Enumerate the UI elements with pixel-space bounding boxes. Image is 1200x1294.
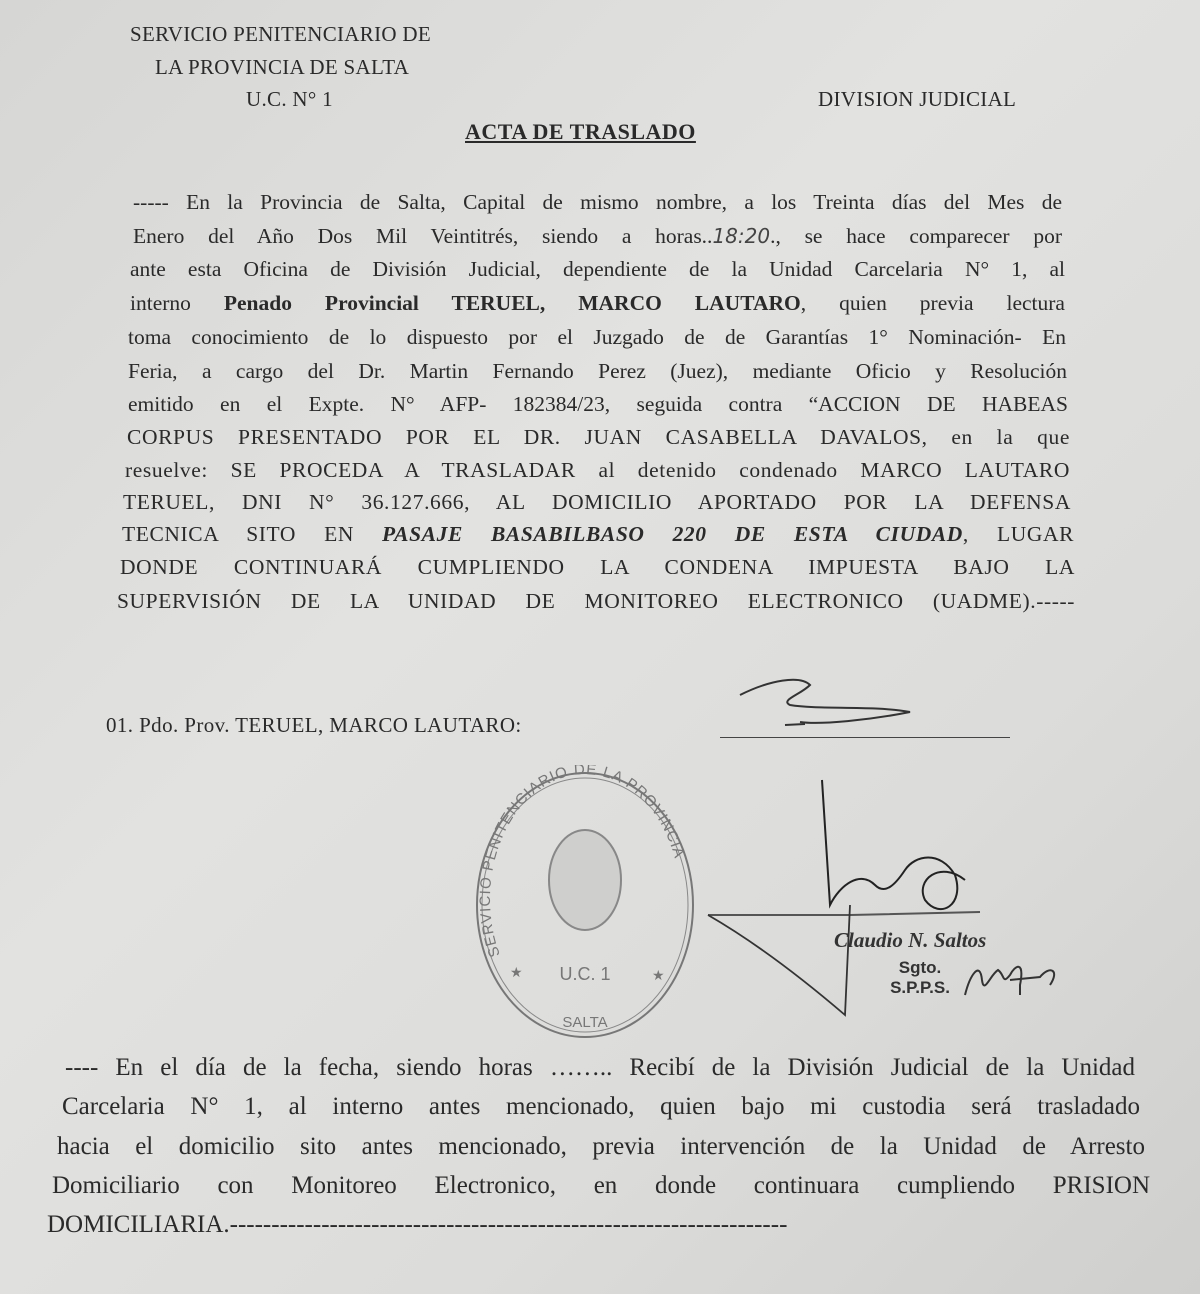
officer-rank <box>885 958 955 998</box>
officer-name: Claudio N. Saltos <box>834 928 987 952</box>
body-text: TECNICA SITO EN <box>122 522 383 546</box>
org-name-line2: LA PROVINCIA DE SALTA <box>155 55 410 79</box>
body-line <box>133 190 1062 215</box>
officer-org-text: S.P.P.S. <box>890 978 950 997</box>
body-line <box>128 392 1068 417</box>
body-text: ante esta Oficina de División Judicial, dependiente de la Unidad Carcelaria N° 1, al <box>130 257 1065 281</box>
inmate-signature <box>730 670 930 740</box>
stamp-star-icon: ★ <box>510 964 523 980</box>
body-line <box>123 490 1071 515</box>
stamp-star-icon: ★ <box>652 967 665 983</box>
body-line <box>128 325 1066 350</box>
body-line <box>127 425 1070 450</box>
body-line <box>130 291 1065 316</box>
handwritten-time: 18:20 <box>712 224 771 248</box>
body-text: interno <box>130 291 224 315</box>
body-line <box>130 257 1065 282</box>
body-text: CORPUS PRESENTADO POR EL DR. JUAN CASABELLA DAVALOS, en la que <box>127 425 1070 449</box>
officer-rank-text: Sgto. <box>898 958 942 977</box>
stamp-unit: U.C. 1 <box>559 964 611 984</box>
body-text: PASAJE BASABILBASO 220 DE ESTA CIUDAD <box>382 522 963 546</box>
body-text: SUPERVISIÓN DE LA UNIDAD DE MONITOREO ELECTRONICO (UADME).----- <box>117 589 1075 613</box>
body-text: , LUGAR <box>962 522 1075 546</box>
signatory-label: 01. Pdo. Prov. TERUEL, MARCO LAUTARO: <box>106 713 522 737</box>
body-text: emitido en el Expte. N° AFP- 182384/23, seguida contra “ACCION DE HABEAS <box>128 392 1068 416</box>
receipt-line: hacia el domicilio sito antes mencionado, previa intervención de la Unidad de Arresto <box>57 1133 1145 1160</box>
body-text: resuelve: SE PROCEDA A TRASLADAR al detenido condenado MARCO LAUTARO <box>125 458 1070 482</box>
division-label: DIVISION JUDICIAL <box>818 87 1017 111</box>
stamp-city: SALTA <box>562 1014 608 1031</box>
receipt-line: Domiciliario con Monitoreo Electronico, en donde continuara cumpliendo PRISION <box>52 1172 1150 1199</box>
body-text: DONDE CONTINUARÁ CUMPLIENDO LA CONDENA IMPUESTA BAJO LA <box>120 555 1075 579</box>
body-text: Penado Provincial TERUEL, MARCO LAUTARO <box>223 291 801 315</box>
body-line <box>122 522 1074 547</box>
official-stamp <box>470 765 700 1045</box>
receipt-line: DOMICILIARIA.------------------------------------------------------------------- <box>47 1211 788 1238</box>
officer-signature <box>700 775 1000 1025</box>
document-title: ACTA DE TRASLADO <box>465 119 696 144</box>
body-line <box>117 589 1075 614</box>
body-text: , quien previa lectura <box>800 291 1065 315</box>
body-line <box>128 359 1067 384</box>
officer-initials <box>960 955 1070 1000</box>
body-text: Enero del Año Dos Mil Veintitrés, siendo a horas.. <box>133 224 713 248</box>
receipt-line: Carcelaria N° 1, al interno antes mencionado, quien bajo mi custodia será trasladado <box>62 1093 1140 1120</box>
body-text: ., se hace comparecer por <box>770 224 1062 248</box>
body-line <box>125 458 1070 483</box>
receipt-line: ---- En el día de la fecha, siendo horas …….. Recibí de la División Judicial de la Unidad <box>65 1054 1135 1081</box>
body-text: ----- En la Provincia de Salta, Capital de mismo nombre, a los Treinta días del Mes de <box>133 190 1062 214</box>
body-text: Feria, a cargo del Dr. Martin Fernando Perez (Juez), mediante Oficio y Resolución <box>128 359 1067 383</box>
org-name-line1: SERVICIO PENITENCIARIO DE <box>130 22 431 46</box>
body-line <box>120 555 1075 580</box>
body-line <box>133 224 1062 249</box>
stamp-ring-text: SERVICIO PENITENCIARIO DE LA PROVINCIA <box>476 765 688 960</box>
body-text: TERUEL, DNI N° 36.127.666, AL DOMICILIO APORTADO POR LA DEFENSA <box>123 490 1071 514</box>
body-text: toma conocimiento de lo dispuesto por el Juzgado de de Garantías 1° Nominación- En <box>128 325 1066 349</box>
unit-label: U.C. N° 1 <box>246 87 333 111</box>
